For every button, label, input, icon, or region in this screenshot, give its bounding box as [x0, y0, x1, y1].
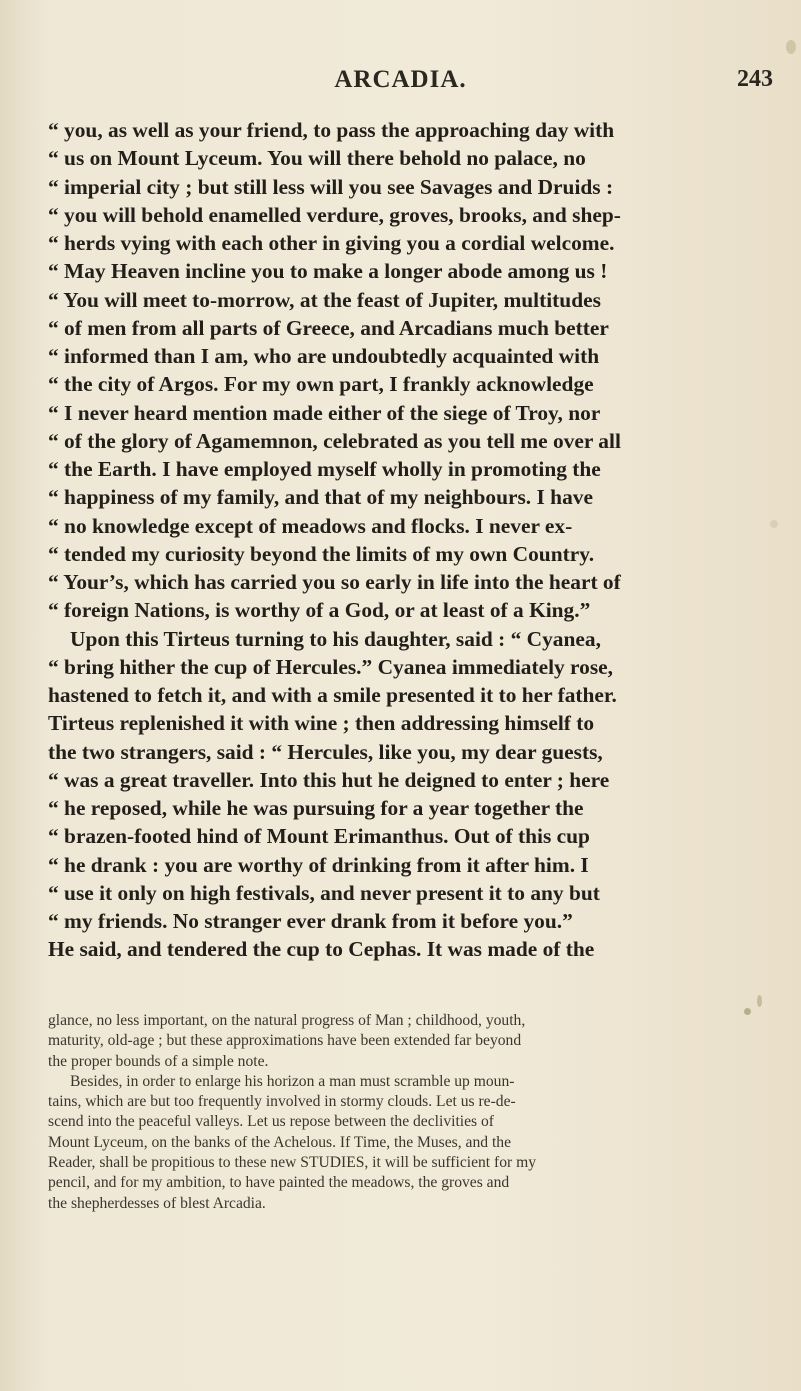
note-line: the shepherdesses of blest Arcadia. [48, 1194, 266, 1212]
text-line: “ you will behold enamelled verdure, groves, brooks, and shep- [48, 202, 621, 227]
note-line: Mount Lyceum, on the banks of the Achelous. If Time, the Muses, and the [48, 1133, 511, 1151]
text-line: “ use it only on high festivals, and never present it to any but [48, 880, 600, 905]
text-line: the two strangers, said : “ Hercules, like you, my dear guests, [48, 739, 603, 764]
text-line: “ my friends. No stranger ever drank from it before you.” [48, 909, 573, 933]
text-line: “ us on Mount Lyceum. You will there behold no palace, no [48, 146, 586, 171]
text-line: “ he drank : you are worthy of drinking from it after him. I [48, 852, 589, 877]
note-line: Reader, shall be propitious to these new STUDIES, it will be sufficient for my [48, 1154, 537, 1172]
text-line: “ brazen-footed hind of Mount Erimanthus. Out of this cup [48, 824, 590, 849]
text-line: “ was a great traveller. Into this hut he deigned to enter ; here [48, 767, 610, 792]
text-line: “ herds vying with each other in giving you a cordial welcome. [48, 231, 615, 255]
text-line: Upon this Tirteus turning to his daughter, said : “ Cyanea, [70, 626, 601, 651]
note-line: the proper bounds of a simple note. [48, 1052, 269, 1070]
text-line: “ tended my curiosity beyond the limits of my own Country. [48, 541, 595, 566]
page-number: 243 [737, 66, 773, 92]
text-line: “ happiness of my family, and that of my neighbours. I have [48, 485, 593, 510]
main-text [48, 116, 783, 964]
text-line: “ bring hither the cup of Hercules.” Cyanea immediately rose, [48, 654, 614, 679]
text-line: Tirteus replenished it with wine ; then addressing himself to [48, 711, 595, 736]
note-line: glance, no less important, on the natural progress of Man ; childhood, youth, [48, 1012, 526, 1029]
text-line: “ May Heaven incline you to make a longer abode among us ! [48, 259, 608, 284]
text-line: “ foreign Nations, is worthy of a God, or at least of a King.” [48, 598, 591, 623]
note-line: pencil, and for my ambition, to have painted the meadows, the groves and [48, 1174, 510, 1192]
text-line: “ informed than I am, who are undoubtedly acquainted with [48, 344, 600, 368]
note-line: scend into the peaceful valleys. Let us repose between the declivities of [48, 1113, 494, 1131]
text-line: “ of the glory of Agamemnon, celebrated as you tell me over all [48, 428, 621, 453]
note-line: Besides, in order to enlarge his horizon a man must scramble up moun- [70, 1072, 515, 1090]
text-line: “ I never heard mention made either of the siege of Troy, nor [48, 400, 601, 425]
text-line: “ Your’s, which has carried you so early in life into the heart of [48, 570, 621, 594]
text-line: “ he reposed, while he was pursuing for a year together the [48, 796, 584, 820]
text-line: “ of men from all parts of Greece, and Arcadians much better [48, 315, 609, 340]
text-line: “ you, as well as your friend, to pass the approaching day with [48, 118, 615, 142]
text-line: “ no knowledge except of meadows and flocks. I never ex- [48, 513, 573, 538]
page-header [0, 66, 801, 106]
text-line: hastened to fetch it, and with a smile presented it to her father. [48, 683, 617, 707]
note-line: tains, which are but too frequently involved in stormy clouds. Let us re-de- [48, 1093, 516, 1111]
text-line: “ imperial city ; but still less will you see Savages and Druids : [48, 174, 614, 199]
page-stain [757, 995, 762, 1007]
running-head: ARCADIA. [334, 66, 467, 93]
text-line: “ the city of Argos. For my own part, I frankly acknowledge [48, 372, 594, 397]
text-line: “ the Earth. I have employed myself wholly in promoting the [48, 457, 601, 481]
text-line: He said, and tendered the cup to Cephas. It was made of the [48, 937, 595, 962]
page-stain [786, 40, 796, 54]
text-line: “ You will meet to-morrow, at the feast of Jupiter, multitudes [48, 287, 601, 312]
note-line: maturity, old-age ; but these approximations have been extended far beyond [48, 1032, 522, 1050]
footnote-text [48, 1011, 768, 1214]
